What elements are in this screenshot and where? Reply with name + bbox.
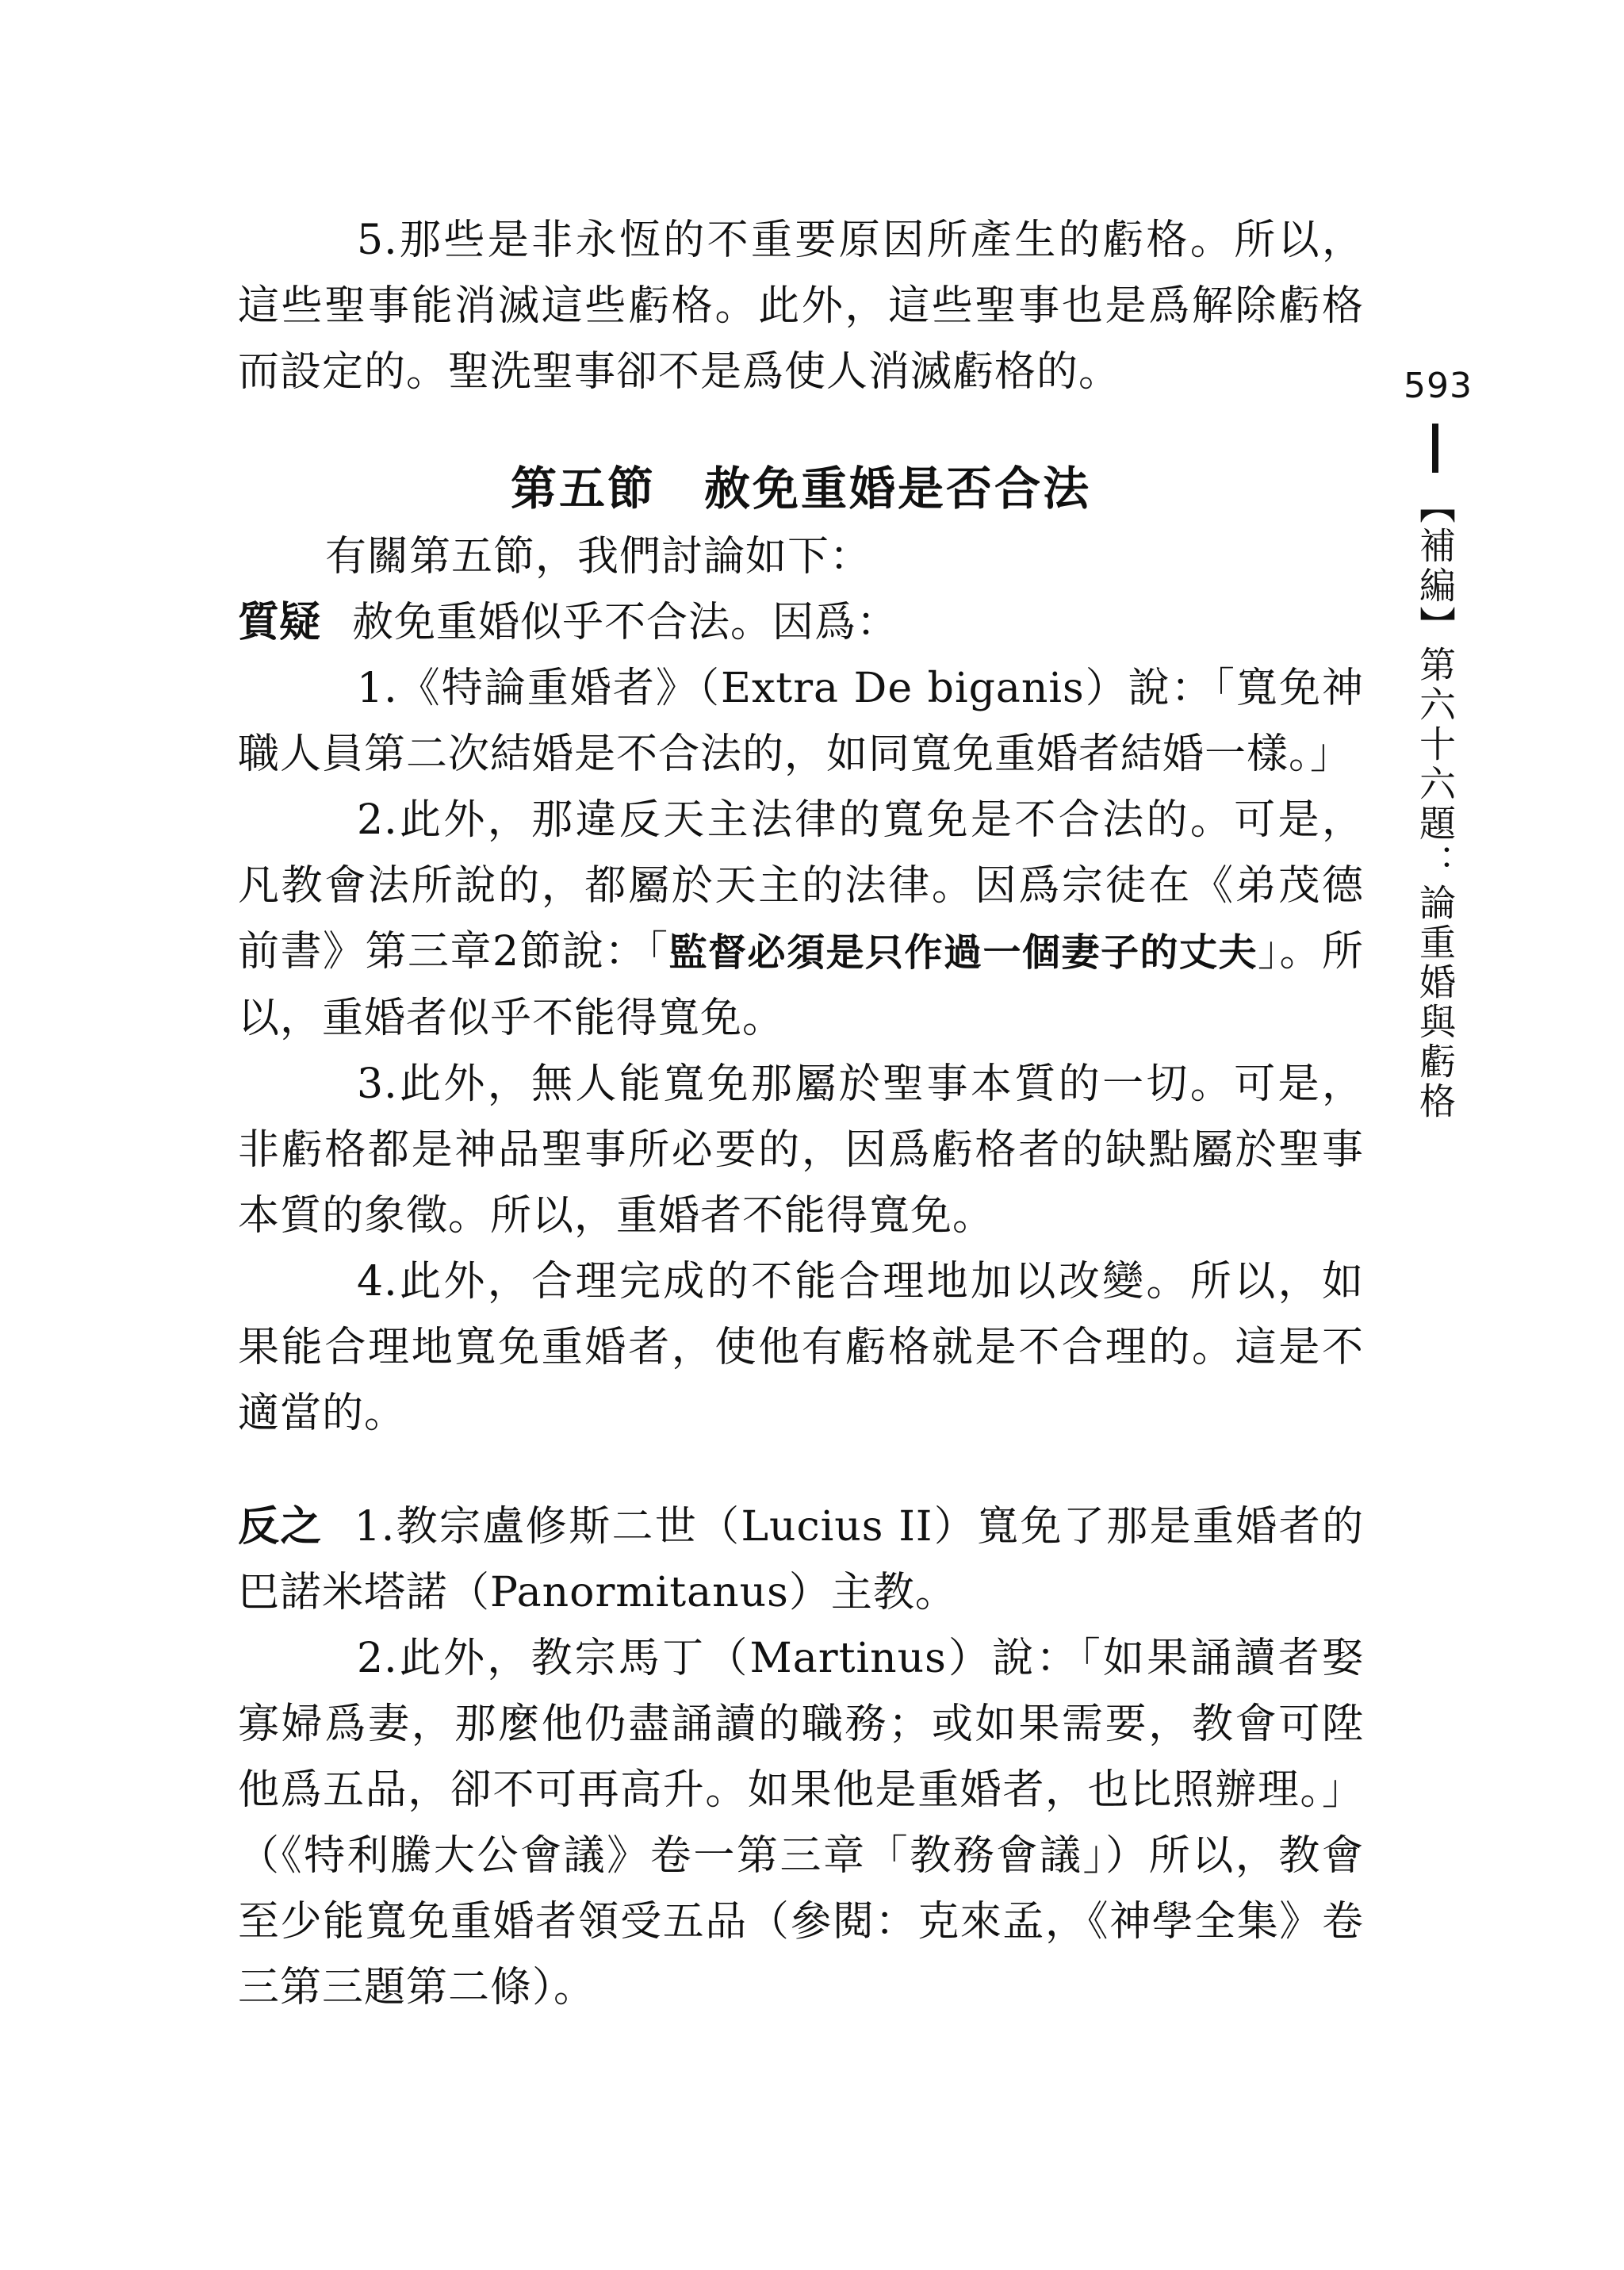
section-intro: 有關第五節，我們討論如下：	[325, 533, 872, 581]
paragraph-reply-5: 5.那些是非永恆的不重要原因所產生的虧格。所以，這些聖事能消滅這些虧格。此外，這些聖事也是爲解除虧格而設定的。聖洗聖事卻不是爲使人消滅虧格的。	[238, 217, 1364, 396]
page-margin-sidebar	[1404, 366, 1473, 1122]
objection-2-scripture-quote: 監督必須是只作過一個妻子的丈夫	[668, 930, 1258, 975]
section-title: 第五節 赦免重婚是否合法	[510, 462, 1091, 516]
main-text-column	[238, 208, 1364, 2021]
objection-2	[238, 788, 1364, 1052]
running-head: 【補編】第六十六題：論重婚與虧格	[1414, 487, 1457, 1122]
objection-label: 質疑	[238, 599, 321, 646]
objection-2-text-a: 2.此外，那違反天主法律的寬免是不合法的。可是，凡教會法所說的，都屬於天主的法律。因爲宗徒在《弟茂德前書》第三章2節說：「	[238, 796, 1364, 976]
contra-1: 1.教宗盧修斯二世（Lucius II）寬免了那是重婚者的巴諾米塔諾（Panormitanus）主教。	[238, 1503, 1364, 1616]
objection-1: 1.《特論重婚者》（Extra De biganis）說：「寬免神職人員第二次結婚是不合法的，如同寬免重婚者結婚一樣。」	[238, 665, 1364, 778]
page-number: 593	[1404, 366, 1473, 406]
contra-label: 反之	[238, 1503, 323, 1551]
objection-3: 3.此外，無人能寬免那屬於聖事本質的一切。可是，非虧格都是神品聖事所必要的，因爲虧格者的缺點屬於聖事本質的象徵。所以，重婚者不能得寬免。	[238, 1060, 1364, 1240]
objection-statement: 赦免重婚似乎不合法。因爲：	[352, 599, 899, 646]
margin-rule	[1432, 424, 1438, 473]
objection-2-text-b: 」。所以，重婚者似乎不能得寬免。	[238, 928, 1364, 1042]
contra-2: 2.此外，教宗馬丁（Martinus）說：「如果誦讀者娶寡婦爲妻，那麼他仍盡誦讀的職務；或如果需要，教會可陞他爲五品，卻不可再高升。如果他是重婚者，也比照辦理。」（《特利騰大公會議》卷一第三章「教務會議」）所以，教會至少能寬免重婚者領受五品（參閱：克來孟，《神學全集》卷三第三題第二條）。	[238, 1635, 1364, 2011]
objection-heading-line	[238, 590, 1364, 656]
objection-4: 4.此外，合理完成的不能合理地加以改變。所以，如果能合理地寬免重婚者，使他有虧格就是不合理的。這是不適當的。	[238, 1258, 1364, 1437]
paragraph-gap	[238, 1447, 1364, 1494]
contra-heading-line	[238, 1494, 1364, 1626]
